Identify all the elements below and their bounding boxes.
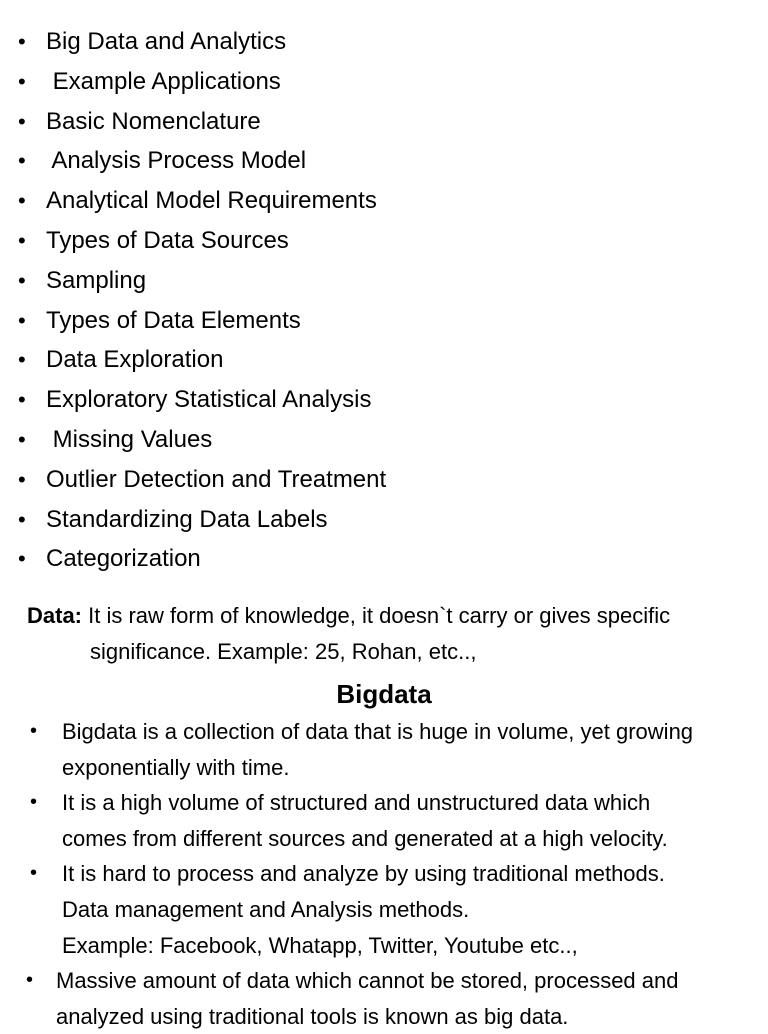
- bullet-icon: •: [18, 267, 26, 293]
- topic-label: Analysis Process Model: [46, 147, 307, 175]
- point-text-line: Data management and Analysis methods.: [62, 896, 470, 922]
- list-item: [0, 22, 768, 62]
- bullet-icon: •: [18, 387, 26, 413]
- list-item: [0, 539, 768, 579]
- bullet-icon: •: [18, 29, 26, 54]
- topic-label: Outlier Detection and Treatment: [46, 465, 387, 493]
- bullet-icon: •: [18, 188, 26, 214]
- point-text-line: It is hard to process and analyze by using traditional methods.: [62, 861, 665, 887]
- bullet-icon: •: [30, 720, 38, 742]
- bullet-icon: •: [18, 108, 26, 134]
- bullet-icon: •: [30, 862, 38, 885]
- bullet-icon: •: [18, 307, 26, 333]
- list-item: [0, 261, 768, 301]
- topic-label: Example Applications: [46, 67, 281, 95]
- topic-label: Missing Values: [46, 425, 213, 453]
- bullet-icon: •: [18, 546, 26, 572]
- bullet-icon: •: [18, 506, 26, 532]
- topic-label: Standardizing Data Labels: [46, 505, 328, 533]
- point-text-line: exponentially with time.: [62, 754, 290, 780]
- topic-label: Types of Data Sources: [46, 226, 289, 254]
- list-item: [0, 141, 768, 181]
- topic-label: Basic Nomenclature: [46, 107, 261, 135]
- topic-label: Categorization: [46, 545, 201, 573]
- topic-label: Analytical Model Requirements: [46, 187, 377, 215]
- list-item: [0, 181, 768, 221]
- list-item: [0, 460, 768, 500]
- bullet-icon: •: [30, 791, 38, 814]
- bullet-icon: •: [18, 227, 26, 253]
- list-item: [0, 221, 768, 261]
- topic-label: Data Exploration: [46, 346, 224, 374]
- point-text-line: It is a high volume of structured and unstructured data which: [62, 790, 651, 816]
- topic-label: Exploratory Statistical Analysis: [46, 386, 372, 414]
- list-item: [0, 62, 768, 102]
- section-heading: Bigdata: [336, 679, 432, 709]
- point-text-line: comes from different sources and generated at a high velocity.: [62, 825, 668, 851]
- list-item: [0, 500, 768, 540]
- definition-text-line-2: significance. Example: 25, Rohan, etc..,: [90, 639, 477, 664]
- bullet-icon: •: [18, 347, 26, 373]
- point-text-line: Example: Facebook, Whatapp, Twitter, Youtube etc..,: [62, 932, 578, 958]
- list-item: [0, 856, 768, 963]
- topic-label: Types of Data Elements: [46, 306, 301, 334]
- bullet-icon: •: [26, 969, 34, 992]
- bigdata-point-list: [0, 714, 768, 1034]
- point-text-line: Massive amount of data which cannot be stored, processed and: [56, 968, 679, 994]
- topic-label: Sampling: [46, 266, 147, 294]
- list-item: [0, 340, 768, 380]
- list-item: [0, 301, 768, 341]
- point-text-line: analyzed using traditional tools is known as big data.: [56, 1003, 569, 1029]
- list-item: [0, 380, 768, 420]
- definition-text-line-1: It is raw form of knowledge, it doesn`t carry or gives specific: [82, 603, 671, 628]
- bullet-icon: •: [18, 68, 26, 94]
- list-item: [0, 102, 768, 142]
- topic-list: [0, 22, 768, 579]
- data-definition: [27, 598, 747, 670]
- point-text-line: Bigdata is a collection of data that is huge in volume, yet growing: [62, 719, 694, 744]
- bullet-icon: •: [18, 466, 26, 492]
- list-item: [0, 714, 768, 785]
- list-item: [0, 963, 768, 1034]
- bullet-icon: •: [18, 148, 26, 174]
- topic-label: Big Data and Analytics: [46, 28, 287, 55]
- list-item: [0, 420, 768, 460]
- definition-term: Data:: [27, 603, 83, 628]
- bullet-icon: •: [18, 426, 26, 452]
- list-item: [0, 785, 768, 856]
